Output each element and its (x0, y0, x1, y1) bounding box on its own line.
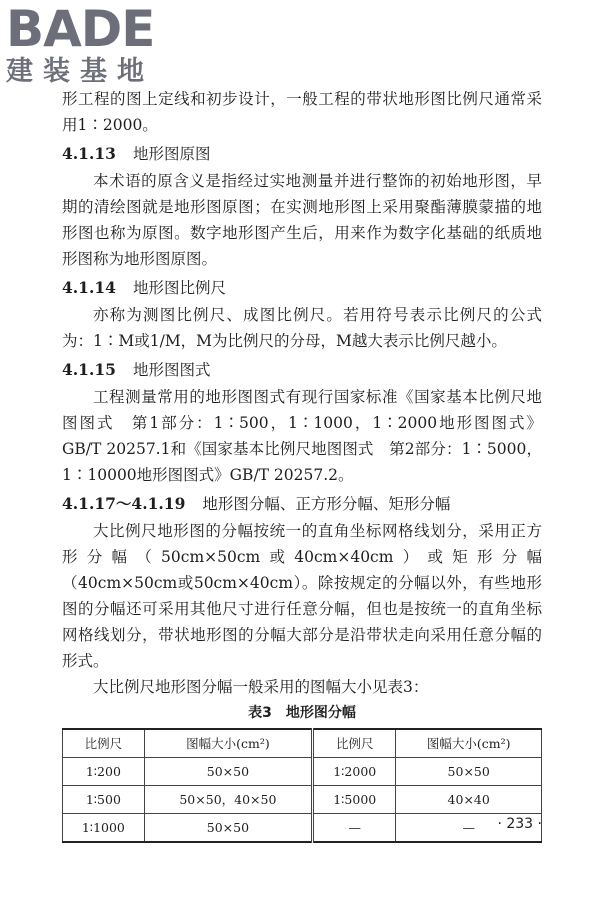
table-cell: — (313, 814, 396, 843)
paragraph-table-intro: 大比例尺地形图分幅一般采用的图幅大小见表3： (93, 678, 429, 696)
section-title: 地形图分幅、正方形分幅、矩形分幅 (202, 495, 451, 513)
section-heading-4-1-15 (62, 357, 542, 383)
table-cell: 1∶500 (63, 786, 145, 814)
table-header-cell: 比例尺 (63, 729, 145, 758)
map-division-table (62, 728, 542, 843)
table-row (63, 758, 542, 786)
table-row (63, 786, 542, 814)
table-header-cell: 比例尺 (313, 729, 396, 758)
section-heading-4-1-14 (62, 275, 542, 301)
section-title: 地形图原图 (132, 145, 211, 163)
section-title: 地形图图式 (132, 361, 211, 379)
paragraph-map-division: 大比例尺地形图的分幅按统一的直角坐标网格线划分，采用正方形分幅（50cm×50cm或40cm×40cm）或矩形分幅（40cm×50cm或50cm×40cm）。除按规定的分幅以外，有些地形图的分幅还可采用其他尺寸进行任意分幅，但也是按统一的直角坐标网格线划分，带状地形图的分幅大部分是沿带状走向采用任意分幅的形式。 (62, 522, 542, 670)
paragraph-map-symbols: 工程测量常用的地形图图式有现行国家标准《国家基本比例尺地图图式 第1部分：1∶500，1∶1000，1∶2000地形图图式》GB/T 20257.1和《国家基本比例尺地图图式 第2部分：1∶5000，1∶10000地形图图式》GB/T 20257.2。 (62, 388, 542, 484)
page-body (62, 86, 542, 843)
section-heading-4-1-17-19 (62, 491, 542, 517)
table-header-row (63, 729, 542, 758)
paragraph-original-map: 本术语的原含义是指经过实地测量并进行整饰的初始地形图，早期的清绘图就是地形图原图；在实测地形图上采用聚酯薄膜蒙描的地形图也称为原图。数字地形图产生后，用来作为数字化基础的纸质地形图称为地形图原图。 (62, 172, 542, 268)
table-cell: 1∶5000 (313, 786, 396, 814)
section-title: 地形图比例尺 (132, 279, 226, 297)
table-cell: 50×50，40×50 (144, 786, 312, 814)
table-cell: 1∶1000 (63, 814, 145, 843)
publisher-logo (6, 0, 176, 88)
logo-brand: BADE (6, 0, 155, 58)
table-row (63, 814, 542, 843)
table-cell: 50×50 (396, 758, 542, 786)
section-number: 4.1.13 (62, 144, 116, 163)
table-cell: 40×40 (396, 786, 542, 814)
table-cell: — (396, 814, 542, 843)
table-cell: 50×50 (144, 814, 312, 843)
table-header-cell: 图幅大小(cm²) (144, 729, 312, 758)
table-caption: 表3 地形图分幅 (248, 705, 356, 721)
table-cell: 1∶200 (63, 758, 145, 786)
section-number: 4.1.15 (62, 360, 116, 379)
paragraph-continued: 形工程的图上定线和初步设计，一般工程的带状地形图比例尺通常采用1∶2000。 (62, 90, 542, 134)
section-number: 4.1.17～4.1.19 (62, 494, 186, 513)
section-number: 4.1.14 (62, 278, 116, 297)
page-number: · 233 · (497, 816, 542, 832)
section-heading-4-1-13 (62, 141, 542, 167)
logo-subtitle: 建装基地 (6, 56, 154, 87)
table-cell: 50×50 (144, 758, 312, 786)
table-cell: 1∶2000 (313, 758, 396, 786)
paragraph-map-scale: 亦称为测图比例尺、成图比例尺。若用符号表示比例尺的公式为：1∶M或1/M，M为比例尺的分母，M越大表示比例尺越小。 (62, 306, 542, 350)
table-header-cell: 图幅大小(cm²) (396, 729, 542, 758)
